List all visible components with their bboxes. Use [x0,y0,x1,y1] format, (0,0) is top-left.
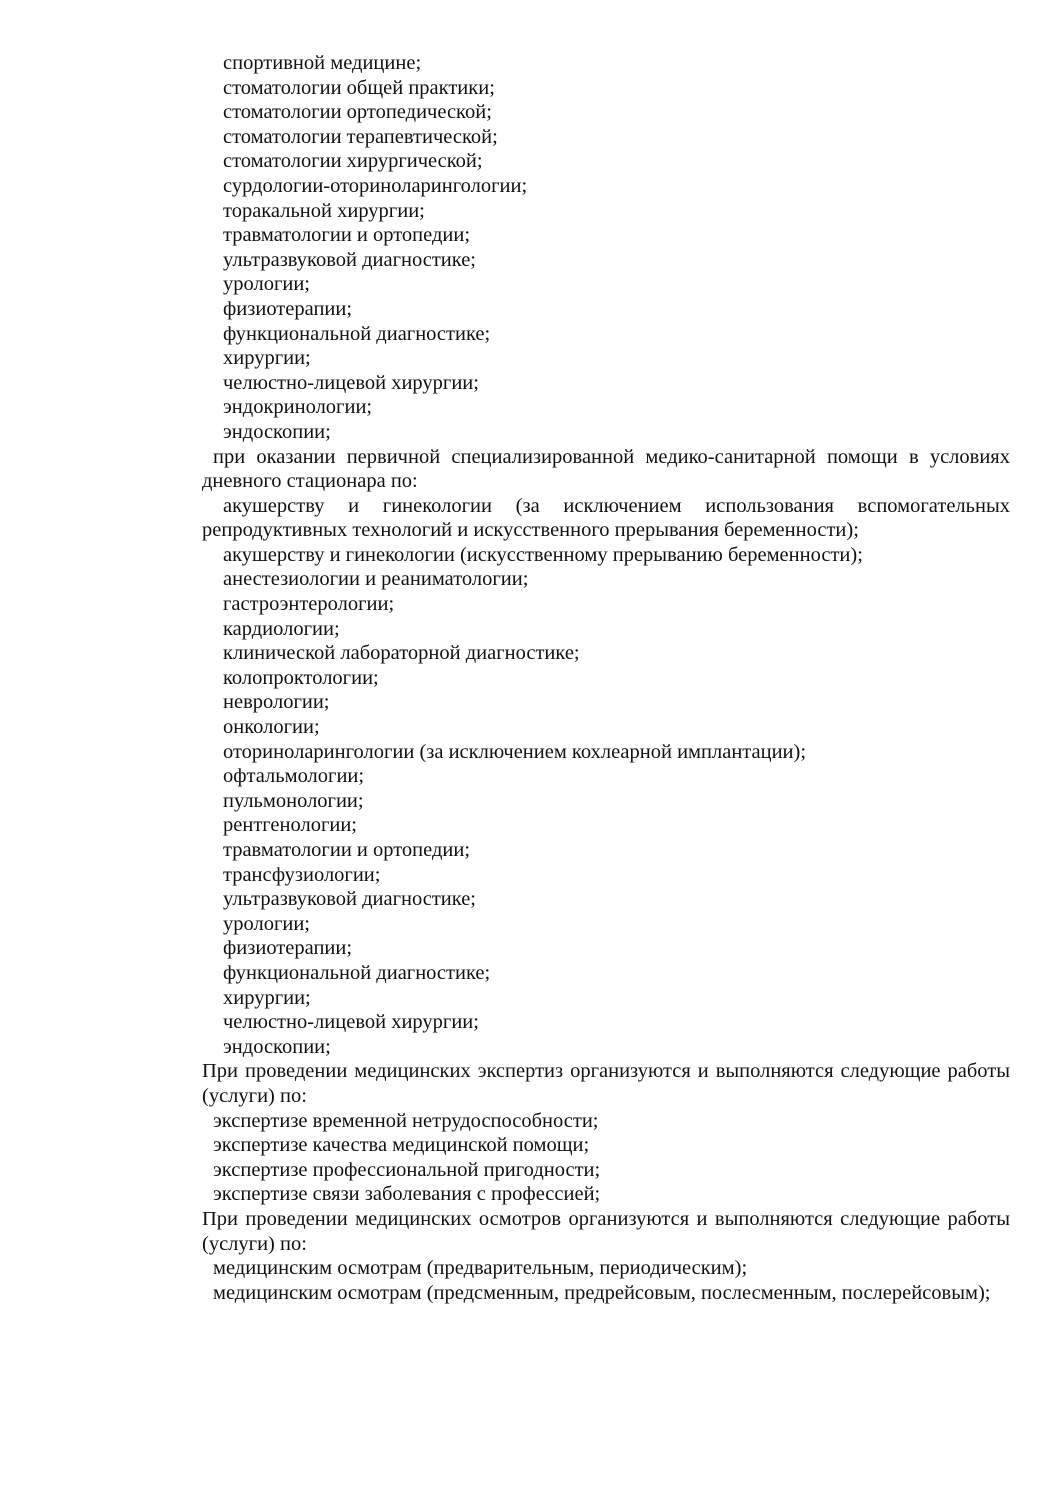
expertise-heading: При проведении медицинских экспертиз организуются и выполняются следующие работы (услуги) по: [202,1060,1010,1107]
list-item: клинической лабораторной диагностике; [223,642,580,665]
list-item: хирургии; [223,347,311,370]
list-item: стоматологии терапевтической; [223,125,498,148]
list-item: травматологии и ортопедии; [223,224,471,247]
list-item: стоматологии ортопедической; [223,101,492,124]
list-item: функциональной диагностике; [223,322,491,345]
list-item: колопроктологии; [223,666,379,689]
list-item: медицинским осмотрам (предварительным, периодическим); [213,1257,748,1280]
list-item: пульмонологии; [223,789,364,812]
list-item: онкологии; [223,716,320,739]
list-item: неврологии; [223,691,330,714]
list-item: спортивной медицине; [223,52,422,74]
list-item: экспертизе профессиональной пригодности; [213,1158,601,1181]
list-item: акушерству и гинекологии (искусственному прерыванию беременности); [223,543,863,566]
list-item: акушерству и гинекологии (за исключением использования вспомогательных репродуктивных технологий и искусственного прерывания беременности); [202,494,1010,542]
list-item: урологии; [223,273,311,296]
list-item: медицинским осмотрам (предсменным, предрейсовым, послесменным, послерейсовым); [213,1281,991,1304]
day-hospital-heading: при оказании первичной специализированной медико-санитарной помощи в условиях дневного стационара по: [202,445,1010,493]
list-item: травматологии и ортопедии; [223,839,471,861]
list-item: экспертизе связи заболевания с профессией; [213,1183,601,1206]
list-item: физиотерапии; [223,297,353,320]
list-item: оториноларингологии (за исключением кохлеарной имплантации); [223,740,807,763]
list-item: трансфузиологии; [223,863,381,886]
list-item: сурдологии-оториноларингологии; [223,174,528,197]
expertise-list [202,1109,1010,1207]
exams-heading: При проведении медицинских осмотров организуются и выполняются следующие работы (услуги) по: [202,1207,1010,1255]
list-item: урологии; [223,912,311,935]
day-hospital-list [202,494,1010,1060]
list-item: офтальмологии; [223,765,365,788]
list-item: экспертизе качества медицинской помощи; [213,1134,590,1157]
list-item: анестезиологии и реаниматологии; [223,568,529,591]
list-item: гастроэнтерологии; [223,593,395,616]
list-item: физиотерапии; [223,937,353,960]
list-item: ультразвуковой диагностике; [223,888,476,911]
list-item: функциональной диагностике; [223,961,491,984]
list-item: рентгенологии; [223,814,357,837]
list-item: эндоскопии; [223,1035,331,1058]
document-page [202,51,1010,1305]
list-item: стоматологии хирургической; [223,150,483,173]
list-item: эндокринологии; [223,396,373,419]
list-item: стоматологии общей практики; [223,76,495,99]
list-item: ультразвуковой диагностике; [223,248,476,271]
list-item: кардиологии; [223,617,340,640]
specialty-list-continued [202,51,1010,445]
list-item: эндоскопии; [223,420,331,443]
exams-list [202,1256,1010,1305]
list-item: челюстно-лицевой хирургии; [223,1011,479,1034]
list-item: хирургии; [223,986,311,1009]
list-item: экспертизе временной нетрудоспособности; [213,1109,599,1132]
list-item: челюстно-лицевой хирургии; [223,371,479,394]
list-item: торакальной хирургии; [223,199,425,222]
